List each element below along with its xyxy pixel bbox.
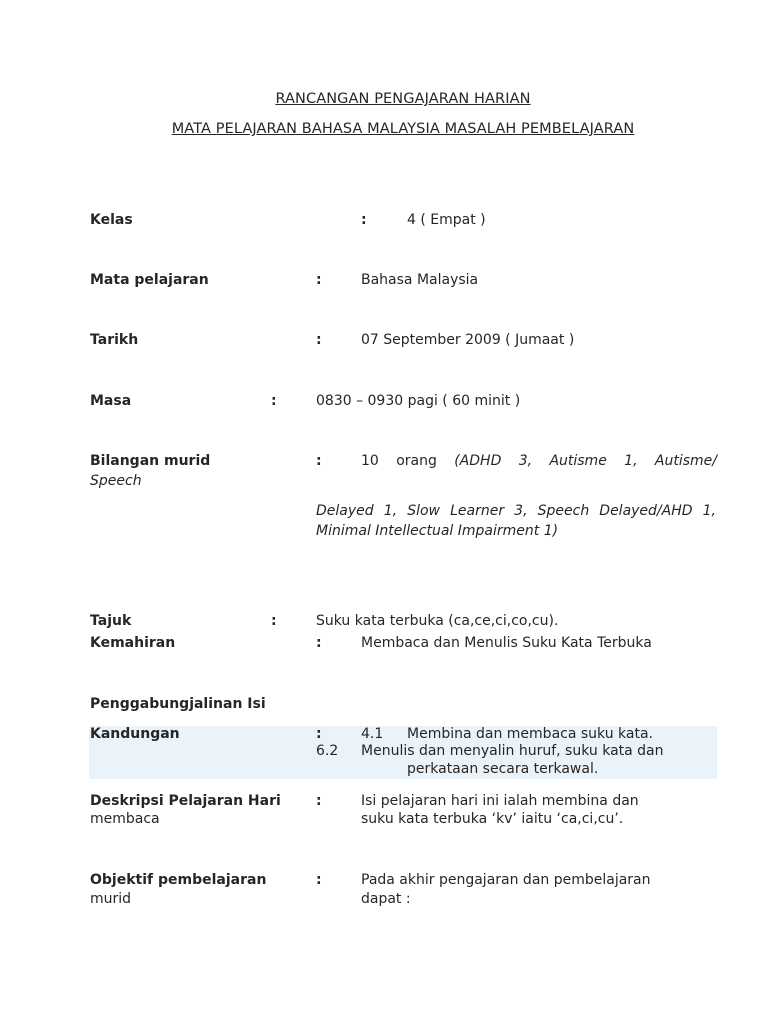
tarikh-label: Tarikh — [90, 332, 139, 348]
bilangan-murid-label: Bilangan murid — [90, 453, 211, 469]
bilangan-murid-word: (ADHD — [454, 453, 502, 469]
bilangan-murid-word: Autisme — [549, 453, 607, 469]
kandungan-item1-num: 4.1 — [361, 726, 384, 742]
tajuk-value: Suku kata terbuka (ca,ce,ci,co,cu). — [316, 613, 559, 629]
bilangan-murid-unit: orang — [396, 453, 437, 469]
kelas-value: 4 ( Empat ) — [407, 212, 486, 228]
kandungan-item2-cont: perkataan secara terkawal. — [407, 761, 599, 777]
kemahiran-value: Membaca dan Menulis Suku Kata Terbuka — [361, 635, 652, 651]
deskripsi-label-cont: membaca — [90, 811, 160, 827]
bilangan-murid-word: 3, — [518, 453, 533, 469]
document-title: RANCANGAN PENGAJARAN HARIAN — [275, 91, 531, 107]
mata-pelajaran-value: Bahasa Malaysia — [361, 272, 479, 288]
kelas-label: Kelas — [90, 212, 133, 228]
objektif-label: Objektif pembelajaran — [90, 872, 267, 888]
deskripsi-label: Deskripsi Pelajaran Hari — [90, 793, 281, 809]
kandungan-item2-num: 6.2 — [316, 743, 339, 759]
deskripsi-line1: Isi pelajaran hari ini ialah membina dan — [361, 793, 639, 809]
tarikh-colon: : — [316, 332, 322, 348]
bilangan-murid-label-cont: Speech — [90, 473, 142, 489]
bilangan-murid-line1 — [361, 453, 717, 469]
bilangan-murid-count: 10 — [361, 453, 379, 469]
objektif-line1: Pada akhir pengajaran dan pembelajaran — [361, 872, 651, 888]
kemahiran-label: Kemahiran — [90, 635, 176, 651]
mata-pelajaran-colon: : — [316, 272, 322, 288]
penggabungjalinan-label: Penggabungjalinan Isi — [90, 696, 266, 712]
bilangan-murid-colon: : — [316, 453, 322, 469]
masa-value: 0830 – 0930 pagi ( 60 minit ) — [316, 393, 521, 409]
bilangan-murid-word: Autisme/ — [654, 453, 717, 469]
document-subtitle: MATA PELAJARAN BAHASA MALAYSIA MASALAH PEMBELAJARAN — [171, 121, 635, 137]
masa-label: Masa — [90, 393, 132, 409]
deskripsi-colon: : — [316, 793, 322, 809]
tarikh-value: 07 September 2009 ( Jumaat ) — [361, 332, 575, 348]
objektif-line2: dapat : — [361, 891, 411, 907]
bilangan-murid-line3: Minimal Intellectual Impairment 1) — [316, 523, 559, 539]
deskripsi-line2: suku kata terbuka ‘kv’ iaitu ‘ca,ci,cu’. — [361, 811, 624, 827]
masa-colon: : — [271, 393, 277, 409]
tajuk-colon: : — [271, 613, 277, 629]
bilangan-murid-word: 1, — [624, 453, 638, 469]
kandungan-item1-text: Membina dan membaca suku kata. — [407, 726, 654, 742]
kandungan-label: Kandungan — [90, 726, 180, 742]
kelas-colon: : — [361, 212, 367, 228]
objektif-label-cont: murid — [90, 891, 132, 907]
kemahiran-colon: : — [316, 635, 322, 651]
tajuk-label: Tajuk — [90, 613, 132, 629]
mata-pelajaran-label: Mata pelajaran — [90, 272, 209, 288]
bilangan-murid-line2: Delayed 1, Slow Learner 3, Speech Delayed/AHD 1, — [316, 503, 716, 519]
kandungan-item2-text: Menulis dan menyalin huruf, suku kata dan — [361, 743, 664, 759]
objektif-colon: : — [316, 872, 322, 888]
kandungan-colon: : — [316, 726, 322, 742]
